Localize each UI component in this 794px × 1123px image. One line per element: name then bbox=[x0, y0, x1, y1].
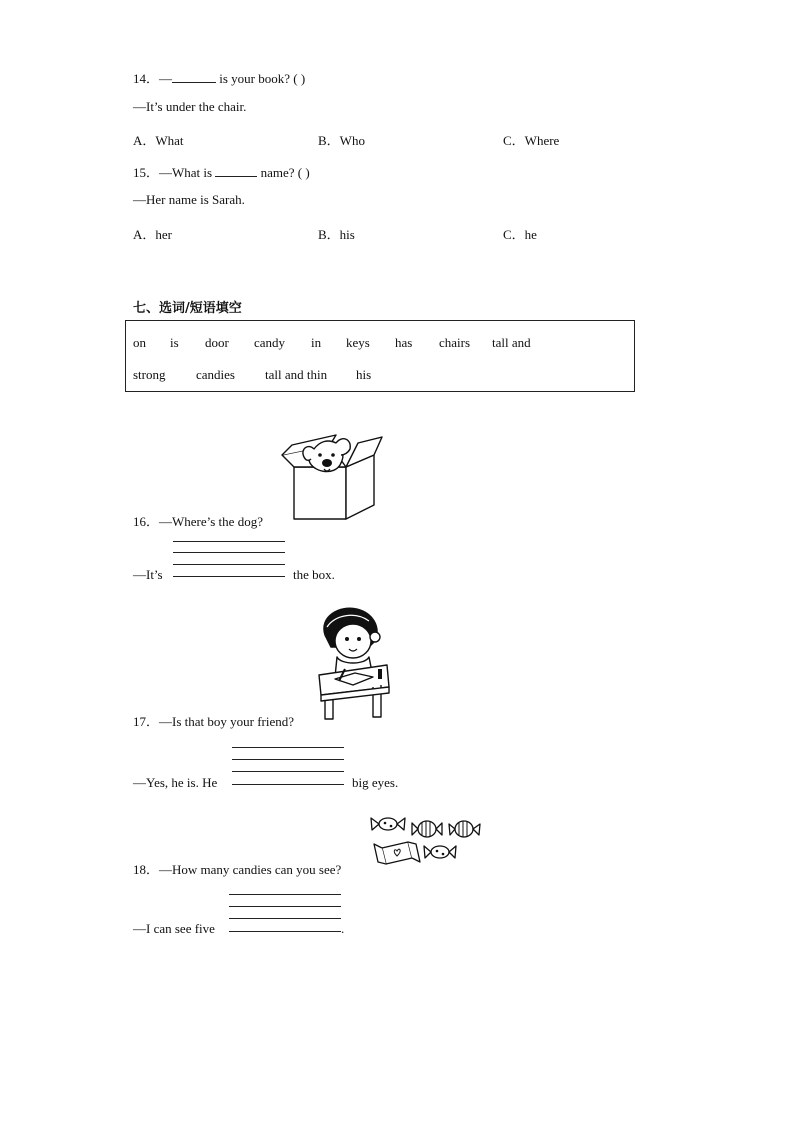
word-bank-item: strong bbox=[133, 367, 166, 382]
word-bank-item: tall and bbox=[492, 335, 531, 350]
word-bank-item: in bbox=[311, 335, 322, 350]
q14-option-a[interactable]: A．What bbox=[133, 133, 184, 148]
q18-blank-guide bbox=[229, 894, 341, 895]
q14-option-b[interactable]: B．Who bbox=[318, 133, 365, 148]
q15-option-b[interactable]: B．his bbox=[318, 227, 355, 242]
q18-answer-prefix: —I can see five bbox=[133, 921, 215, 936]
word-bank-item: has bbox=[395, 335, 413, 350]
q15-option-c[interactable]: C．he bbox=[503, 227, 537, 242]
q16-blank-guide bbox=[173, 541, 285, 542]
q16-answer-blank[interactable] bbox=[173, 576, 285, 577]
q14-blank[interactable] bbox=[172, 71, 216, 83]
q16-blank-guide bbox=[173, 564, 285, 565]
word-bank-item: his bbox=[356, 367, 372, 382]
q17-answer-blank[interactable] bbox=[232, 784, 344, 785]
q14-stem: 14．— is your book? ( ) bbox=[133, 71, 306, 86]
q18-question: 18．—How many candies can you see? bbox=[133, 862, 342, 877]
q18-blank-guide bbox=[229, 906, 341, 907]
q18-answer-blank[interactable] bbox=[229, 931, 341, 932]
q15-reply: —Her name is Sarah. bbox=[133, 192, 245, 207]
q14-option-c[interactable]: C．Where bbox=[503, 133, 560, 148]
q17-blank-guide bbox=[232, 759, 344, 760]
q17-blank-guide bbox=[232, 771, 344, 772]
q18-answer-suffix: . bbox=[341, 921, 345, 936]
word-bank-item: door bbox=[205, 335, 229, 350]
q16-question: 16．—Where’s the dog? bbox=[133, 514, 263, 529]
dog-in-box-illustration bbox=[278, 425, 388, 521]
q15-option-a[interactable]: A．her bbox=[133, 227, 172, 242]
q15-stem: 15．—What is name? ( ) bbox=[133, 165, 310, 180]
q16-answer-prefix: —It’s bbox=[133, 567, 163, 582]
word-bank-item: on bbox=[133, 335, 146, 350]
word-bank-item: is bbox=[170, 335, 179, 350]
boy-at-desk-illustration bbox=[315, 607, 395, 723]
q17-blank-guide bbox=[232, 747, 344, 748]
word-bank-item: tall and thin bbox=[265, 367, 328, 382]
word-bank-item: keys bbox=[346, 335, 370, 350]
q17-question: 17．—Is that boy your friend? bbox=[133, 714, 295, 729]
word-bank-item: candy bbox=[254, 335, 286, 350]
section-title: 七、选词/短语填空 bbox=[133, 301, 242, 316]
q15-blank[interactable] bbox=[215, 165, 257, 177]
q17-answer-prefix: —Yes, he is. He bbox=[133, 775, 218, 790]
candies-illustration bbox=[368, 812, 484, 868]
q18-blank-guide bbox=[229, 918, 341, 919]
word-bank-item: candies bbox=[196, 367, 235, 382]
word-bank-item: chairs bbox=[439, 335, 471, 350]
q16-answer-suffix: the box. bbox=[293, 567, 335, 582]
q17-answer-suffix: big eyes. bbox=[352, 775, 399, 790]
q16-blank-guide bbox=[173, 552, 285, 553]
q14-reply: —It’s under the chair. bbox=[133, 99, 247, 114]
